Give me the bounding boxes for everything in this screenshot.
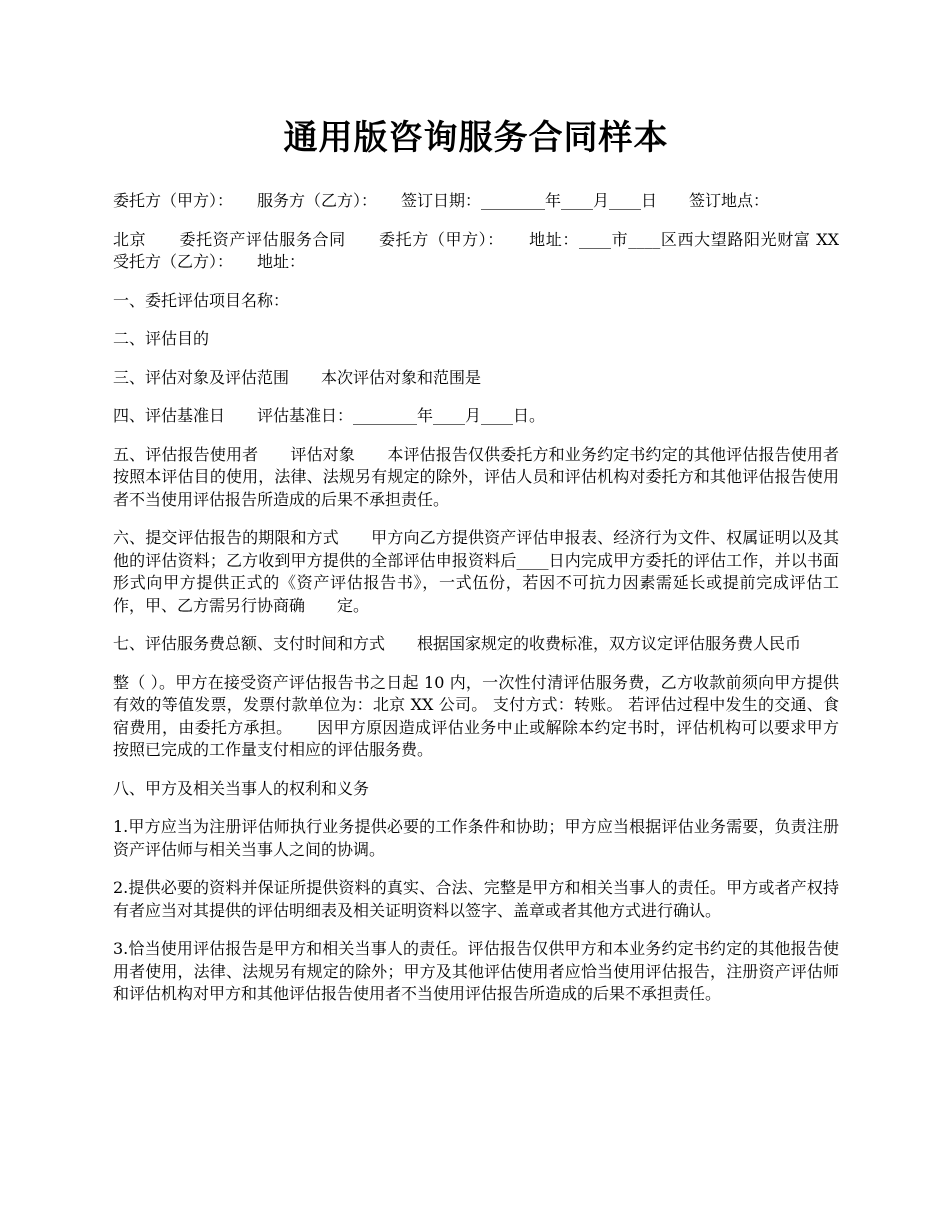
section-7-fees-continued: 整（ ）。甲方在接受资产评估报告书之日起 10 内，一次性付清评估服务费，乙方收款前须向甲方提供有效的等值发票，发票付款单位为：北京 XX 公司。 支付方式：转账。 若评估过程中发生的交通、食宿费用，由委托方承担。 因甲方原因造成评估业务中止或解除本约定书时，评估机构可以要求甲方按照已完成的工作量支付相应的评估服务费。 <box>113 672 839 759</box>
clause-8-3: 3.恰当使用评估报告是甲方和相关当事人的责任。评估报告仅供甲方和本业务约定书约定的其他报告使用者使用，法律、法规另有规定的除外；甲方及其他评估使用者应恰当使用评估报告，注册资产评估师和评估机构对甲方和其他评估报告使用者不当使用评估报告所造成的后果不承担责任。 <box>113 939 839 1003</box>
section-4-base-date: 四、评估基准日 评估基准日：________年____月____日。 <box>113 406 546 425</box>
section-3-scope: 三、评估对象及评估范围 本次评估对象和范围是 <box>113 367 482 387</box>
parties-line: 委托方（甲方）： 服务方（乙方）： 签订日期：________年____月____日 签订地点： <box>113 191 770 210</box>
document-page <box>113 110 872 1022</box>
section-6-deadline: 六、提交评估报告的期限和方式 甲方向乙方提供资产评估申报表、经济行为文件、权属证明以及其他的评估资料；乙方收到甲方提供的全部评估申报资料后____日内完成甲方委托的评估工作，并以书面形式向甲方提供正式的《资产评估报告书》，一式伍份，若因不可抗力因素需延长或提前完成评估工作，甲、乙方需另行协商确 定。 <box>113 528 839 615</box>
section-7-fees: 七、评估服务费总额、支付时间和方式 根据国家规定的收费标准，双方议定评估服务费人民币 <box>113 634 802 653</box>
section-5-report-users: 五、评估报告使用者 评估对象 本评估报告仅供委托方和业务约定书约定的其他评估报告使用者按照本评估目的使用，法律、法规另有规定的除外，评估人员和评估机构对委托方和其他评估报告使用者不当使用评估报告所造成的后果不承担责任。 <box>113 444 839 509</box>
clause-8-2: 2.提供必要的资料并保证所提供资料的真实、合法、完整是甲方和相关当事人的责任。甲方或者产权持有者应当对其提供的评估明细表及相关证明资料以签字、盖章或者其他方式进行确认。 <box>113 878 839 920</box>
clause-8-1: 1.甲方应当为注册评估师执行业务提供必要的工作条件和协助；甲方应当根据评估业务需要，负责注册资产评估师与相关当事人之间的协调。 <box>113 817 839 859</box>
section-1-project-name: 一、委托评估项目名称： <box>113 290 290 310</box>
section-2-purpose: 二、评估目的 <box>113 329 210 348</box>
document-title: 通用版咨询服务合同样本 <box>283 118 669 158</box>
section-8-rights-obligations: 八、甲方及相关当事人的权利和义务 <box>113 778 370 798</box>
contract-header: 北京 委托资产评估服务合同 委托方（甲方）： 地址：____市____区西大望路阳光财富 XX 受托方（乙方）： 地址： <box>113 229 872 271</box>
